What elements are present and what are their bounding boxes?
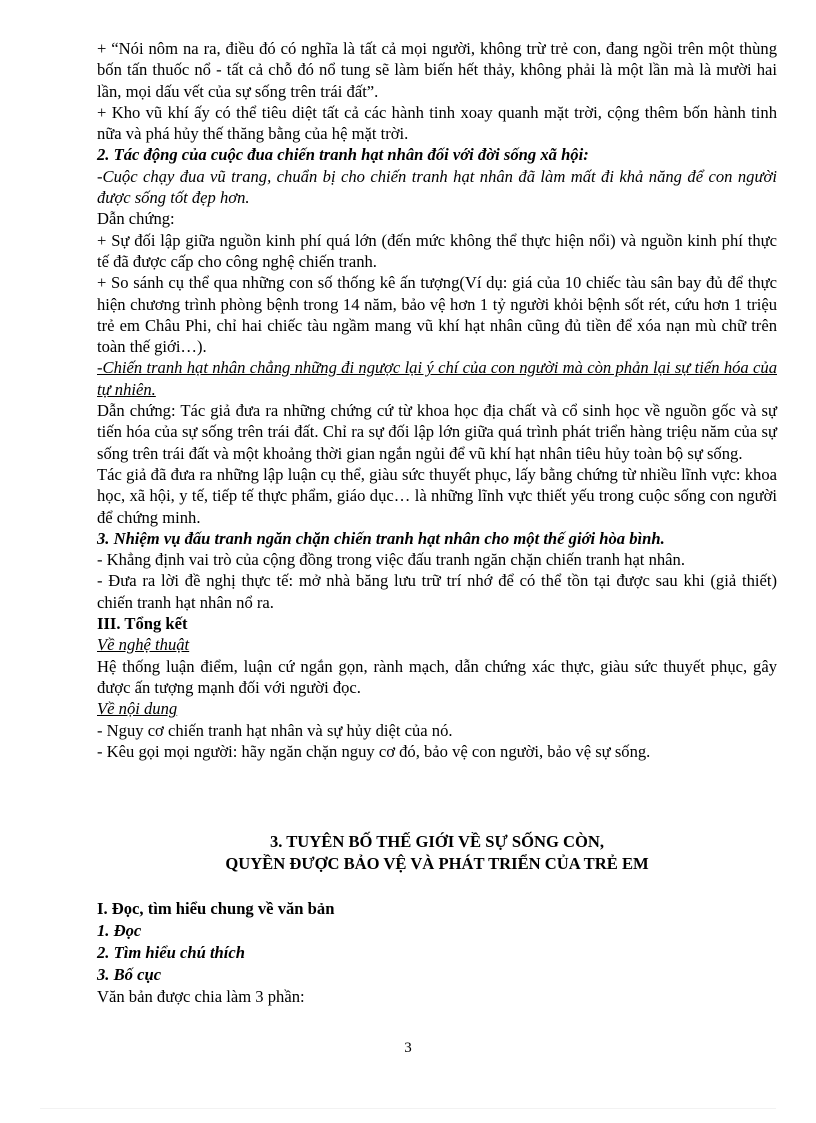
section-heading: III. Tổng kết [97,614,188,634]
paragraph: Văn bản được chia làm 3 phần: [97,987,305,1006]
sub-item: 1. Đọc [97,921,142,940]
paragraph: Dẫn chứng: Tác giả đưa ra những chứng cứ từ khoa học địa chất và cổ sinh học về nguồn gốc và sự tiến hóa của sự sống trên trái đất. Chỉ ra sự đối lập lớn giữa quá trình phát triển hàng triệu năm của sự sống trên trái đất và một khoảng thời gian ngắn ngủi để vũ khí hạt nhân tiêu hủy toàn bộ sự sống. [97,401,777,463]
paragraph: + So sánh cụ thể qua những con số thống kê ấn tượng(Ví dụ: giá của 10 chiếc tàu sân bay đủ để thực hiện chương trình phòng bệnh trong 14 năm, bảo vệ hơn 1 tỷ người khỏi bệnh sốt rét, cứu hơn 1 triệu trẻ em Châu Phi, chỉ hai chiếc tàu ngầm mang vũ khí hạt nhân cũng đủ tiền để xóa nạn mù chữ trên toàn thế giới…). [97,273,777,357]
lesson-title [97,831,777,875]
sub-item: 3. Bố cục [97,965,162,984]
page-number: 3 [404,1040,412,1056]
lesson-section [97,898,777,1008]
lesson-title-line-2: QUYỀN ĐƯỢC BẢO VỆ VÀ PHÁT TRIỂN CỦA TRẺ EM [225,854,649,873]
document-body [97,38,777,762]
subheading: Về nội dung [97,699,178,719]
paragraph: - Khẳng định vai trò của cộng đồng trong việc đấu tranh ngăn chặn chiến tranh hạt nhân. [97,550,685,570]
paragraph: Hệ thống luận điểm, luận cứ ngắn gọn, rành mạch, dẫn chứng xác thực, giàu sức thuyết phục, gây được ấn tượng mạnh đối với người đọc. [97,656,777,697]
paragraph: + Kho vũ khí ấy có thể tiêu diệt tất cả các hành tinh xoay quanh mặt trời, cộng thêm bốn hành tinh nữa và phá hủy thế thăng bằng của hệ mặt trời. [97,102,777,144]
paragraph: - Nguy cơ chiến tranh hạt nhân và sự hủy diệt của nó. [97,720,453,740]
paragraph: -Chiến tranh hạt nhân chẳng những đi ngược lại ý chí của con người mà còn phản lại sự tiến hóa của tự nhiên. [97,358,777,399]
paragraph: + Sự đối lập giữa nguồn kinh phí quá lớn (đến mức không thể thực hiện nổi) và nguồn kinh phí thực tế đã được cấp cho công nghệ chiến tranh. [97,230,777,271]
section-heading: 2. Tác động của cuộc đua chiến tranh hạt nhân đối với đời sống xã hội: [97,145,589,165]
subheading: Về nghệ thuật [97,635,190,655]
footer-divider [40,1108,776,1109]
lesson-title-line-1: 3. TUYÊN BỐ THẾ GIỚI VỀ SỰ SỐNG CÒN, [269,832,605,851]
paragraph: - Kêu gọi mọi người: hãy ngăn chặn nguy cơ đó, bảo vệ con người, bảo vệ sự sống. [97,741,651,761]
paragraph: + “Nói nôm na ra, điều đó có nghĩa là tất cả mọi người, không trừ trẻ con, đang ngồi trên một thùng bốn tấn thuốc nổ - tất cả chỗ đó nổ tung sẽ làm biến hết thảy, không phải là một lần mà là mười hai lần, mọi dấu vết của sự sống trên trái đất”. [97,39,777,101]
paragraph: Tác giả đã đưa ra những lập luận cụ thể, giàu sức thuyết phục, lấy bằng chứng từ nhiều lĩnh vực: khoa học, xã hội, y tế, tiếp tế thực phẩm, giáo dục… là những lĩnh vực thiết yếu trong cuộc sống con người để chứng minh. [97,464,777,527]
paragraph: - Đưa ra lời đề nghị thực tế: mở nhà băng lưu trữ trí nhớ để có thể tồn tại được sau khi (giả thiết) chiến tranh hạt nhân nổ ra. [97,571,777,612]
section-heading: 3. Nhiệm vụ đấu tranh ngăn chặn chiến tranh hạt nhân cho một thế giới hòa bình. [97,528,665,548]
paragraph: -Cuộc chạy đua vũ trang, chuẩn bị cho chiến tranh hạt nhân đã làm mất đi khả năng để con người được sống tốt đẹp hơn. [97,166,777,208]
sub-item: 2. Tìm hiểu chú thích [97,943,245,962]
paragraph: Dẫn chứng: [97,209,175,229]
section-heading: I. Đọc, tìm hiểu chung về văn bản [97,899,335,918]
